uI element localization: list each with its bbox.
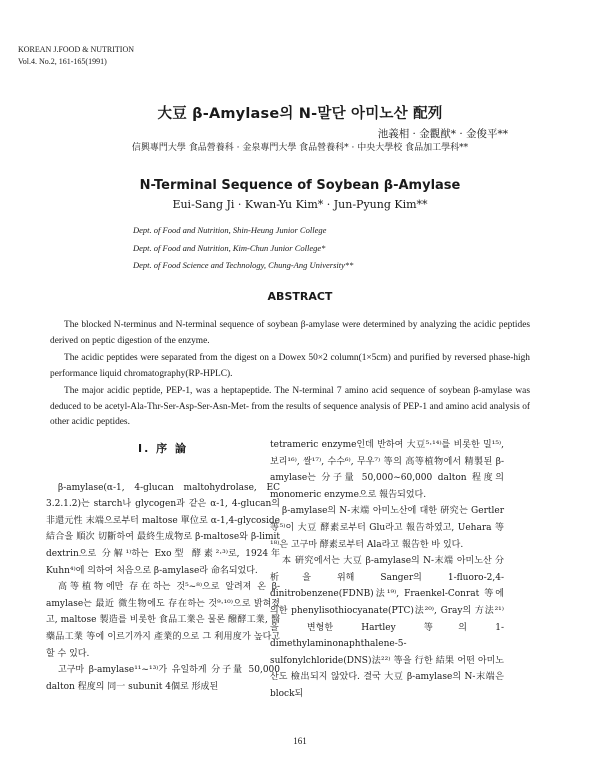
title-english: N-Terminal Sequence of Soybean β-Amylase bbox=[139, 178, 461, 193]
department-line: Dept. of Food Science and Technology, Chung-Ang University** bbox=[133, 260, 354, 270]
journal-header bbox=[18, 44, 134, 68]
authors-korean: 池義相 · 金觀猷* · 金俊平** bbox=[377, 128, 508, 140]
left-column bbox=[46, 437, 280, 695]
section-heading: I. 序 論 bbox=[138, 442, 188, 455]
abstract-body bbox=[50, 318, 530, 433]
body-paragraph: 高等植物에만 存在하는 것⁵~⁸⁾으로 알려져 온 β-amylase는 最近 微生物에도 存在하는 것⁹·¹⁰⁾으로 밝혀졌고, maltose 製造를 비롯한 食品工業은 물론 醱酵工業, 醫藥品工業 等에 이르기까지 產業的으로 그 利用度가 높다고 할 수 있다. bbox=[46, 582, 280, 659]
journal-volume: Vol.4. No.2, 161-165(1991) bbox=[18, 57, 107, 66]
departments bbox=[133, 222, 353, 275]
abstract-paragraph: The blocked N-terminus and N-terminal sequence of soybean β-amylase were determined by analyzing the acidic peptides derived on peptic digestion of the enzyme. bbox=[50, 320, 530, 346]
body-paragraph: tetrameric enzyme인데 반하여 大豆⁵·¹⁴⁾를 비롯한 밀¹⁵⁾, 보리¹⁶⁾, 쌀¹⁷⁾, 수수⁶⁾, 무우⁷⁾ 等의 高等植物에서 精製된 β-amylase는 分子量 50,000~60,000 dalton 程度의 monomeric enzyme으로 報告되었다. bbox=[270, 440, 504, 500]
body-paragraph: β-amylase(α-1, 4-glucan maltohydrolase, EC 3.2.1.2)는 starch나 glycogen과 같은 α-1, 4-glucan의 非還元性 末端으로부터 maltose 單位로 α-1,4-glycoside 結合을 順次 切斷하여 最終生成物로 β-maltose와 β-limit dextrin으로 分解¹⁾하는 Exo型 酵素²·³⁾로, 1924年 Kuhn⁴⁾에 의하여 처음으로 β-amylase라 命名되었다. bbox=[46, 482, 280, 576]
abstract-paragraph: The major acidic peptide, PEP-1, was a heptapeptide. The N-terminal 7 amino acid sequence of soybean β-amylase was deduced to be acetyl-Ala-Thr-Ser-Asp-Ser-Asn-Met- from the results of sequence analysis of PEP-1 and amino acid analysis of other acidic peptides. bbox=[50, 386, 530, 427]
title-korean: 大豆 β-Amylase의 N-말단 아미노산 配列 bbox=[157, 106, 443, 122]
body-paragraph: 고구마 β-amylase¹¹~¹³⁾가 유일하게 分子量 50,000 dalton 程度의 同一 subunit 4個로 形成된 bbox=[46, 665, 280, 692]
abstract-paragraph: The acidic peptides were separated from the digest on a Dowex 50×2 column(1×5cm) and purified by reversed phase-high performance liquid chromatography(RP-HPLC). bbox=[50, 353, 530, 379]
page-number: 161 bbox=[293, 736, 307, 746]
authors-english: Eui-Sang Ji · Kwan-Yu Kim* · Jun-Pyung Kim** bbox=[172, 198, 428, 211]
right-column bbox=[270, 437, 504, 703]
affiliations-korean: 信興專門大學 食品營養科 · 金泉專門大學 食品營養科* · 中央大學校 食品加工學科** bbox=[131, 143, 469, 153]
body-paragraph: 本 硏究에서는 大豆 β-amylase의 N-末端 아미노산 分析을 위해 Sanger의 1-fluoro-2,4-dinitrobenzene(FDNB)法¹⁹⁾, Fraenkel-Conrat 等에 의한 phenylisothiocyanate(PTC)法²⁰⁾, Gray의 方法²¹⁾을 변형한 Hartley 等의 1-dimethylaminonaphthalene-5-sulfonylchloride(DNS)法²²⁾ 等을 行한 結果 어떤 아미노산도 檢出되지 않았다. 결국 大豆 β-amylase의 N-末端은 block되 bbox=[270, 556, 504, 699]
abstract-heading: ABSTRACT bbox=[267, 290, 333, 303]
department-line: Dept. of Food and Nutrition, Kim-Chun Junior College* bbox=[133, 242, 326, 253]
body-paragraph: β-amylase의 N-末端 아미노산에 대한 硏究는 Gertler 等⁵⁾이 大豆 酵素로부터 Glu라고 報告하였고, Uehara 等¹⁸⁾은 고구마 酵素로부터 Ala라고 報告한 바 있다. bbox=[270, 506, 504, 550]
department-line: Dept. of Food and Nutrition, Shin-Heung Junior College bbox=[133, 225, 327, 235]
journal-name: KOREAN J.FOOD & NUTRITION bbox=[18, 45, 134, 54]
